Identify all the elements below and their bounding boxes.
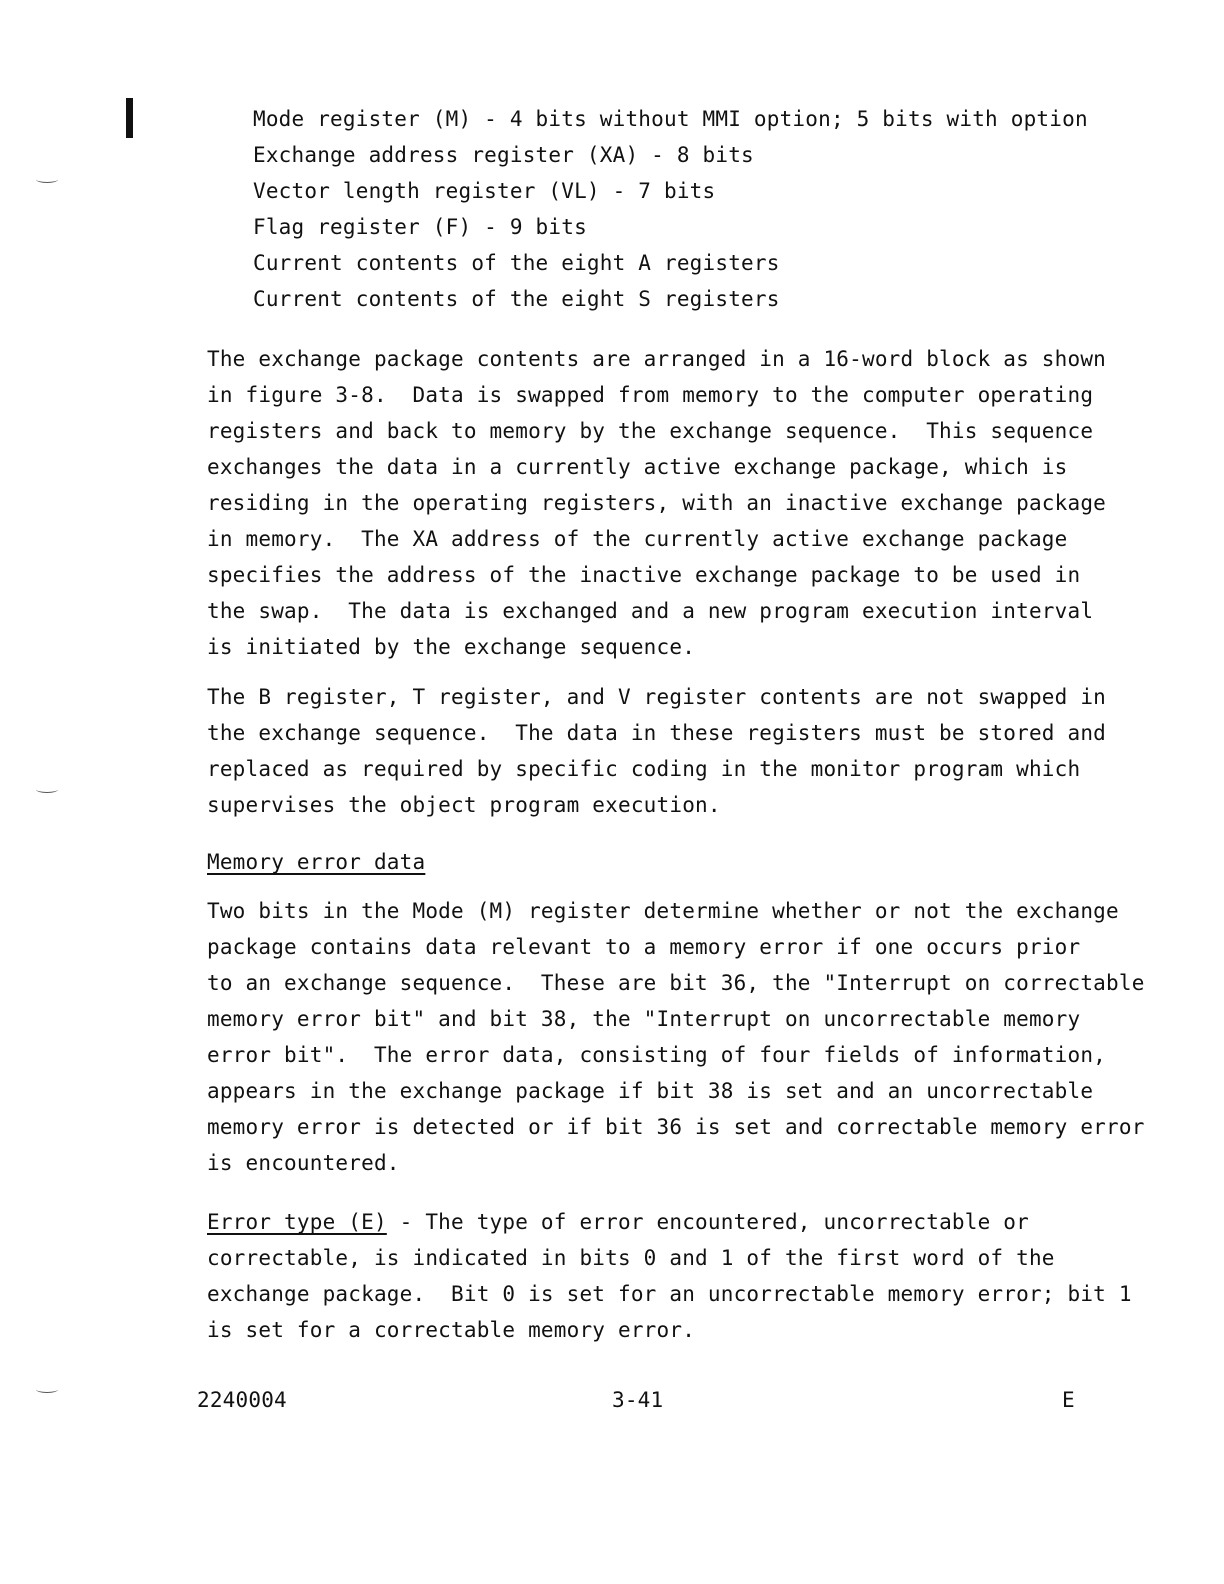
register-list-item: Exchange address register (XA) - 8 bits (253, 143, 754, 167)
paragraph-line: to an exchange sequence. These are bit 36, the "Interrupt on correctable (207, 971, 1145, 995)
paragraph-line: appears in the exchange package if bit 38 is set and an uncorrectable (207, 1079, 1094, 1103)
register-list-item: Mode register (M) - 4 bits without MMI option; 5 bits with option (253, 107, 1088, 131)
paragraph-line: exchange package. Bit 0 is set for an uncorrectable memory error; bit 1 (207, 1282, 1132, 1306)
section-heading: Memory error data (207, 850, 426, 874)
error-type-first-line (207, 1212, 1029, 1233)
revision-change-bar (126, 98, 133, 138)
paragraph-line: the swap. The data is exchanged and a new program execution interval (207, 599, 1094, 623)
register-list-item: Vector length register (VL) - 7 bits (253, 179, 716, 203)
binding-hole-mark (36, 176, 58, 183)
paragraph-line: error bit". The error data, consisting of four fields of information, (207, 1043, 1107, 1067)
paragraph-line: in figure 3-8. Data is swapped from memory to the computer operating (207, 383, 1094, 407)
paragraph-line: the exchange sequence. The data in these registers must be stored and (207, 721, 1107, 745)
paragraph-line: package contains data relevant to a memory error if one occurs prior (207, 935, 1081, 959)
error-type-first-line-rest: - The type of error encountered, uncorrectable or (386, 1210, 1029, 1234)
paragraph-line: The exchange package contents are arranged in a 16-word block as shown (207, 347, 1107, 371)
paragraph-line: specifies the address of the inactive exchange package to be used in (207, 563, 1081, 587)
register-list-item: Current contents of the eight S registers (253, 287, 780, 311)
paragraph-line: supervises the object program execution. (207, 793, 721, 817)
paragraph-line: registers and back to memory by the exchange sequence. This sequence (207, 419, 1094, 443)
paragraph-line: correctable, is indicated in bits 0 and 1 of the first word of the (207, 1246, 1055, 1270)
paragraph-line: Two bits in the Mode (M) register determine whether or not the exchange (207, 899, 1119, 923)
paragraph-line: is initiated by the exchange sequence. (207, 635, 696, 659)
footer-doc-number: 2240004 (197, 1388, 287, 1412)
paragraph-line: memory error is detected or if bit 36 is set and correctable memory error (207, 1115, 1145, 1139)
paragraph-line: replaced as required by specific coding in the monitor program which (207, 757, 1081, 781)
paragraph-line: is encountered. (207, 1151, 400, 1175)
footer-page-number: 3-41 (612, 1388, 664, 1412)
paragraph-line: memory error bit" and bit 38, the "Interrupt on uncorrectable memory (207, 1007, 1081, 1031)
error-type-term: Error type (E) (207, 1210, 387, 1234)
register-list-item: Flag register (F) - 9 bits (253, 215, 587, 239)
binding-hole-mark (36, 786, 58, 793)
binding-hole-mark (36, 1386, 58, 1393)
paragraph-line: exchanges the data in a currently active exchange package, which is (207, 455, 1068, 479)
paragraph-line: is set for a correctable memory error. (207, 1318, 696, 1342)
paragraph-line: residing in the operating registers, with an inactive exchange package (207, 491, 1107, 515)
paragraph-line: The B register, T register, and V register contents are not swapped in (207, 685, 1107, 709)
register-list-item: Current contents of the eight A registers (253, 251, 780, 275)
paragraph-line: in memory. The XA address of the currently active exchange package (207, 527, 1068, 551)
footer-revision: E (1062, 1388, 1075, 1412)
